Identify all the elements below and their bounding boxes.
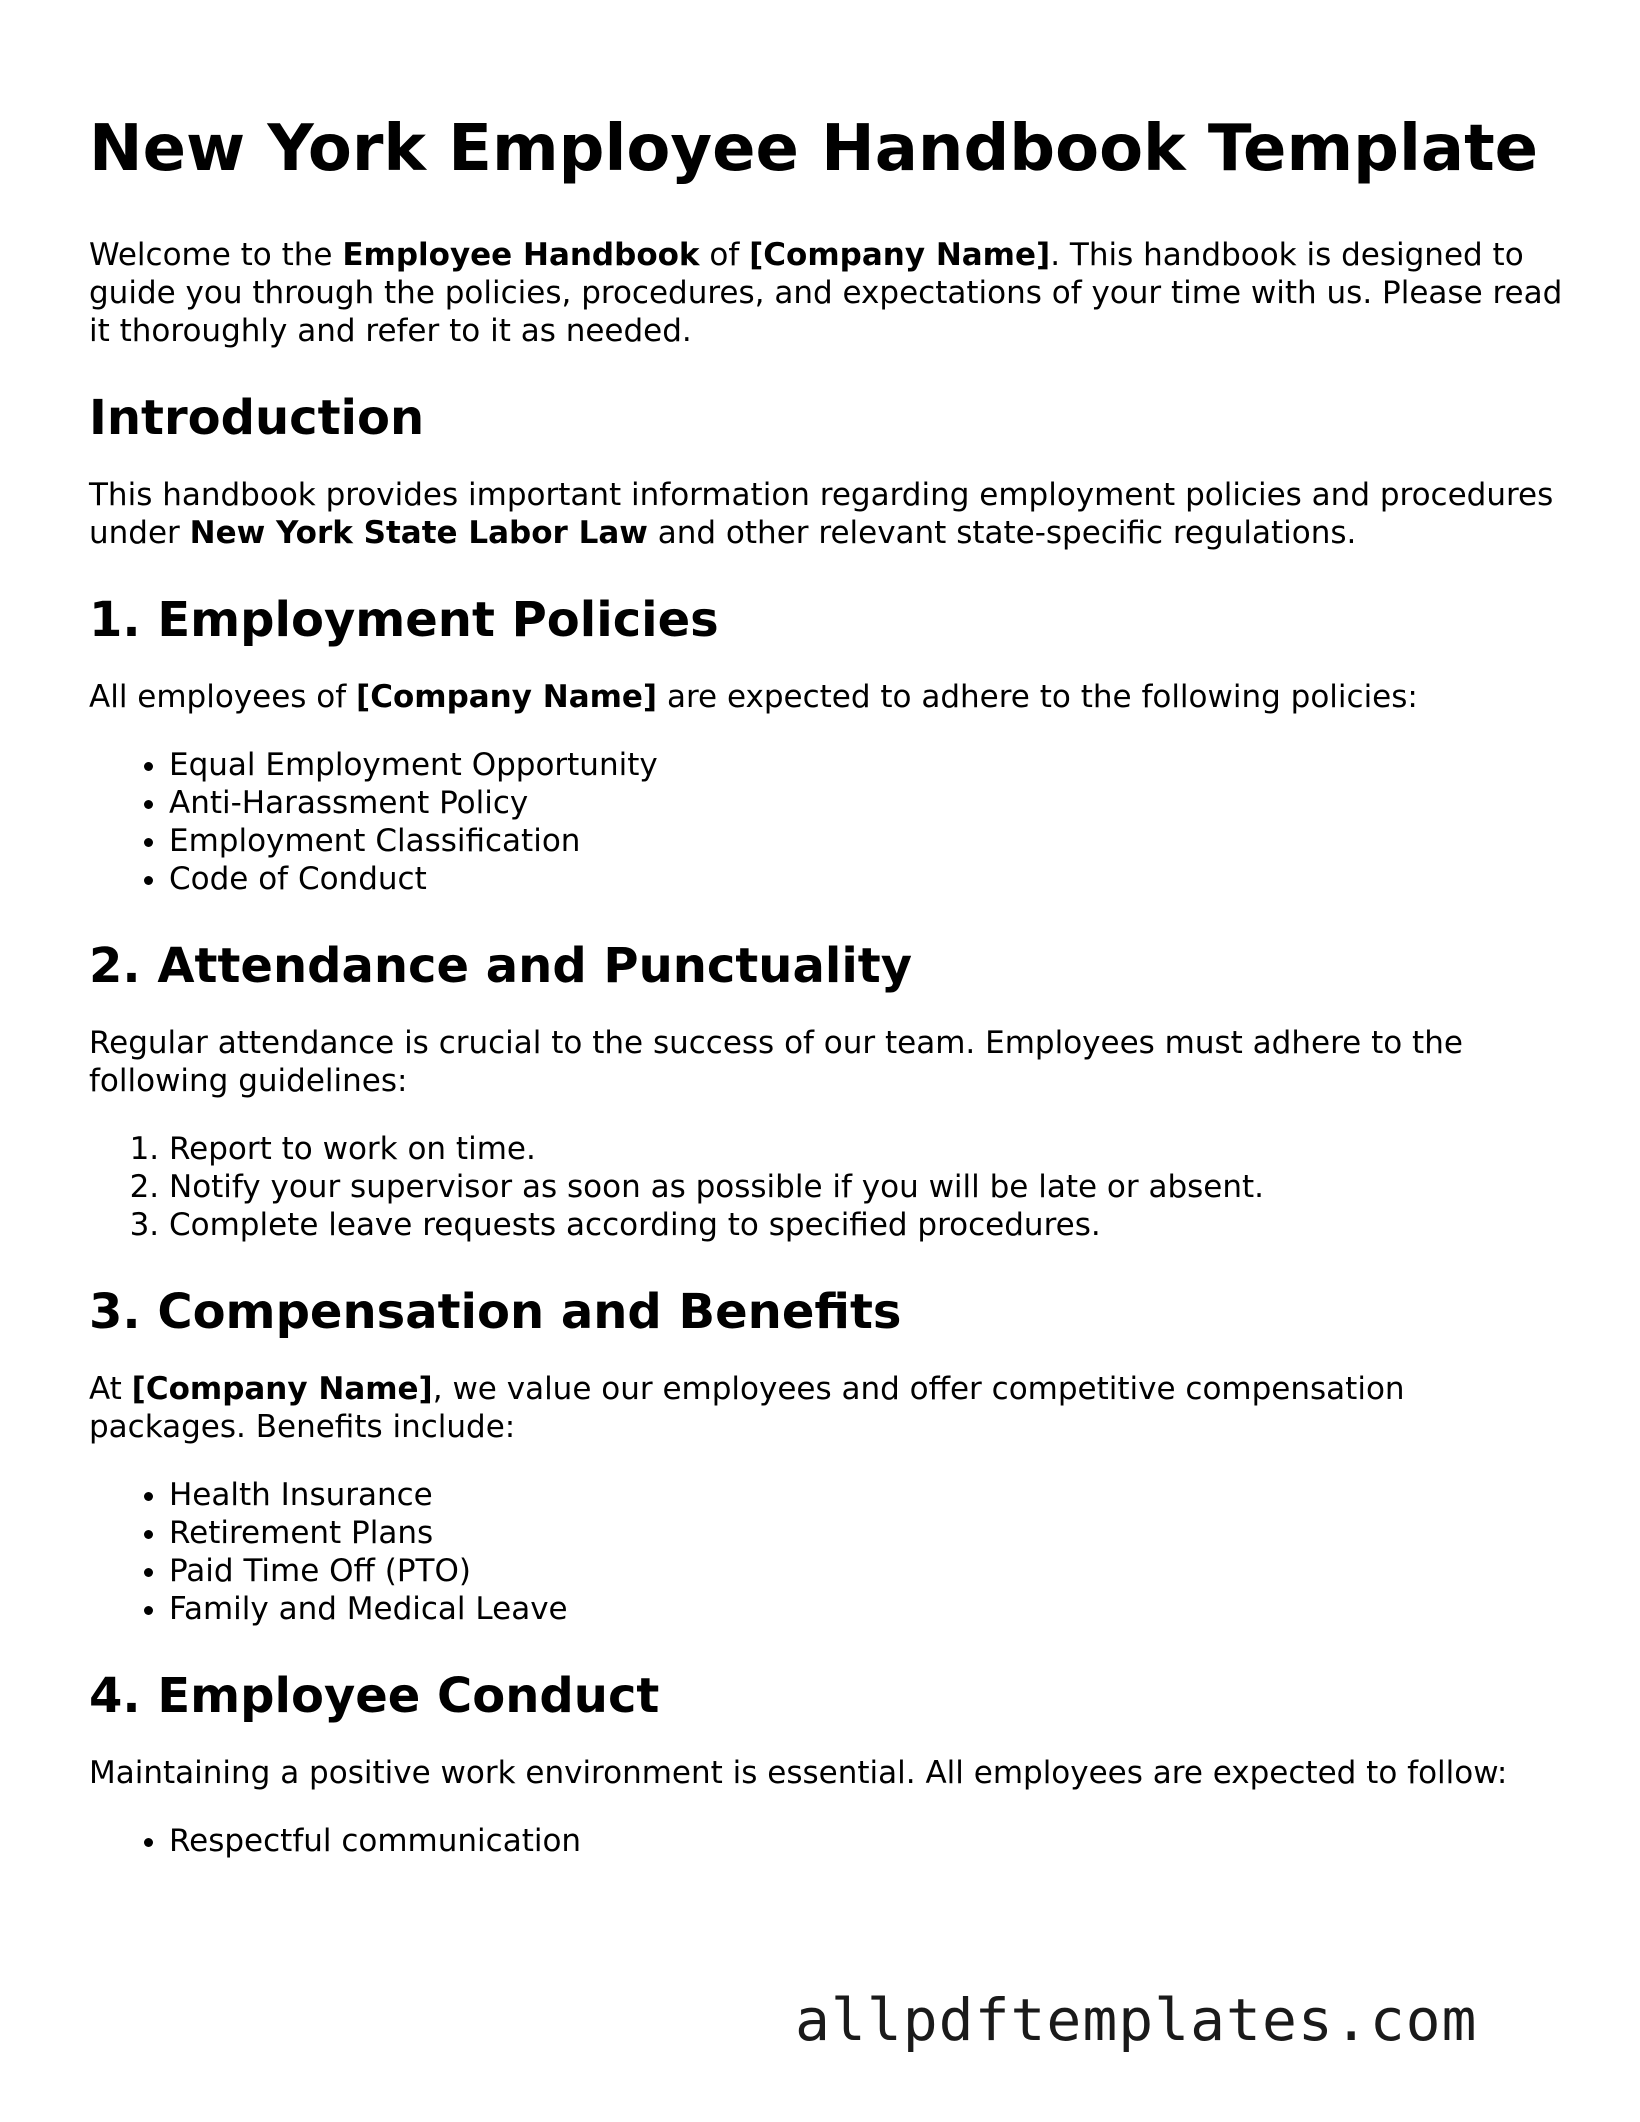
list-item: • Retirement Plans	[169, 1514, 1569, 1552]
section2-list	[89, 1130, 1569, 1244]
section2-heading: 2. Attendance and Punctuality	[89, 938, 913, 994]
section4-paragraph: Maintaining a positive work environment is essential. All employees are expected to follow:	[89, 1755, 1508, 1791]
list-item: • Paid Time Off (PTO)	[169, 1552, 1569, 1590]
section1-paragraph: All employees of [Company Name] are expected to adhere to the following policies:	[89, 679, 1418, 715]
list-item: 1. Report to work on time.	[169, 1130, 1569, 1168]
list-item: • Equal Employment Opportunity	[169, 746, 1569, 784]
document-page	[89, 112, 1569, 1900]
list-item: 3. Complete leave requests according to specified procedures.	[169, 1206, 1569, 1244]
introduction-heading: Introduction	[89, 390, 425, 446]
section1-heading: 1. Employment Policies	[89, 592, 719, 648]
section3-paragraph: At [Company Name], we value our employees and offer competitive compensation packages. Benefits include:	[89, 1371, 1405, 1445]
document-title: New York Employee Handbook Template	[89, 112, 1539, 186]
section4-list	[89, 1822, 1569, 1860]
welcome-paragraph: Welcome to the Employee Handbook of [Company Name]. This handbook is designed to guide you through the policies, procedures, and expectations of your time with us. Please read it thoroughly and refer to it as needed.	[89, 237, 1563, 349]
watermark: allpdftemplates.com	[795, 1986, 1478, 2054]
list-item: • Health Insurance	[169, 1476, 1569, 1514]
list-item: 2. Notify your supervisor as soon as possible if you will be late or absent.	[169, 1168, 1569, 1206]
section3-heading: 3. Compensation and Benefits	[89, 1284, 902, 1340]
section2-paragraph: Regular attendance is crucial to the success of our team. Employees must adhere to the following guidelines:	[89, 1025, 1463, 1099]
list-item: • Family and Medical Leave	[169, 1590, 1569, 1628]
list-item: • Anti-Harassment Policy	[169, 784, 1569, 822]
list-item: • Respectful communication	[169, 1822, 1569, 1860]
section1-list	[89, 746, 1569, 898]
list-item: • Employment Classification	[169, 822, 1569, 860]
introduction-paragraph: This handbook provides important information regarding employment policies and procedures under New York State Labor Law and other relevant state-specific regulations.	[89, 477, 1554, 551]
section4-heading: 4. Employee Conduct	[89, 1668, 660, 1724]
list-item: • Code of Conduct	[169, 860, 1569, 898]
section3-list	[89, 1476, 1569, 1628]
